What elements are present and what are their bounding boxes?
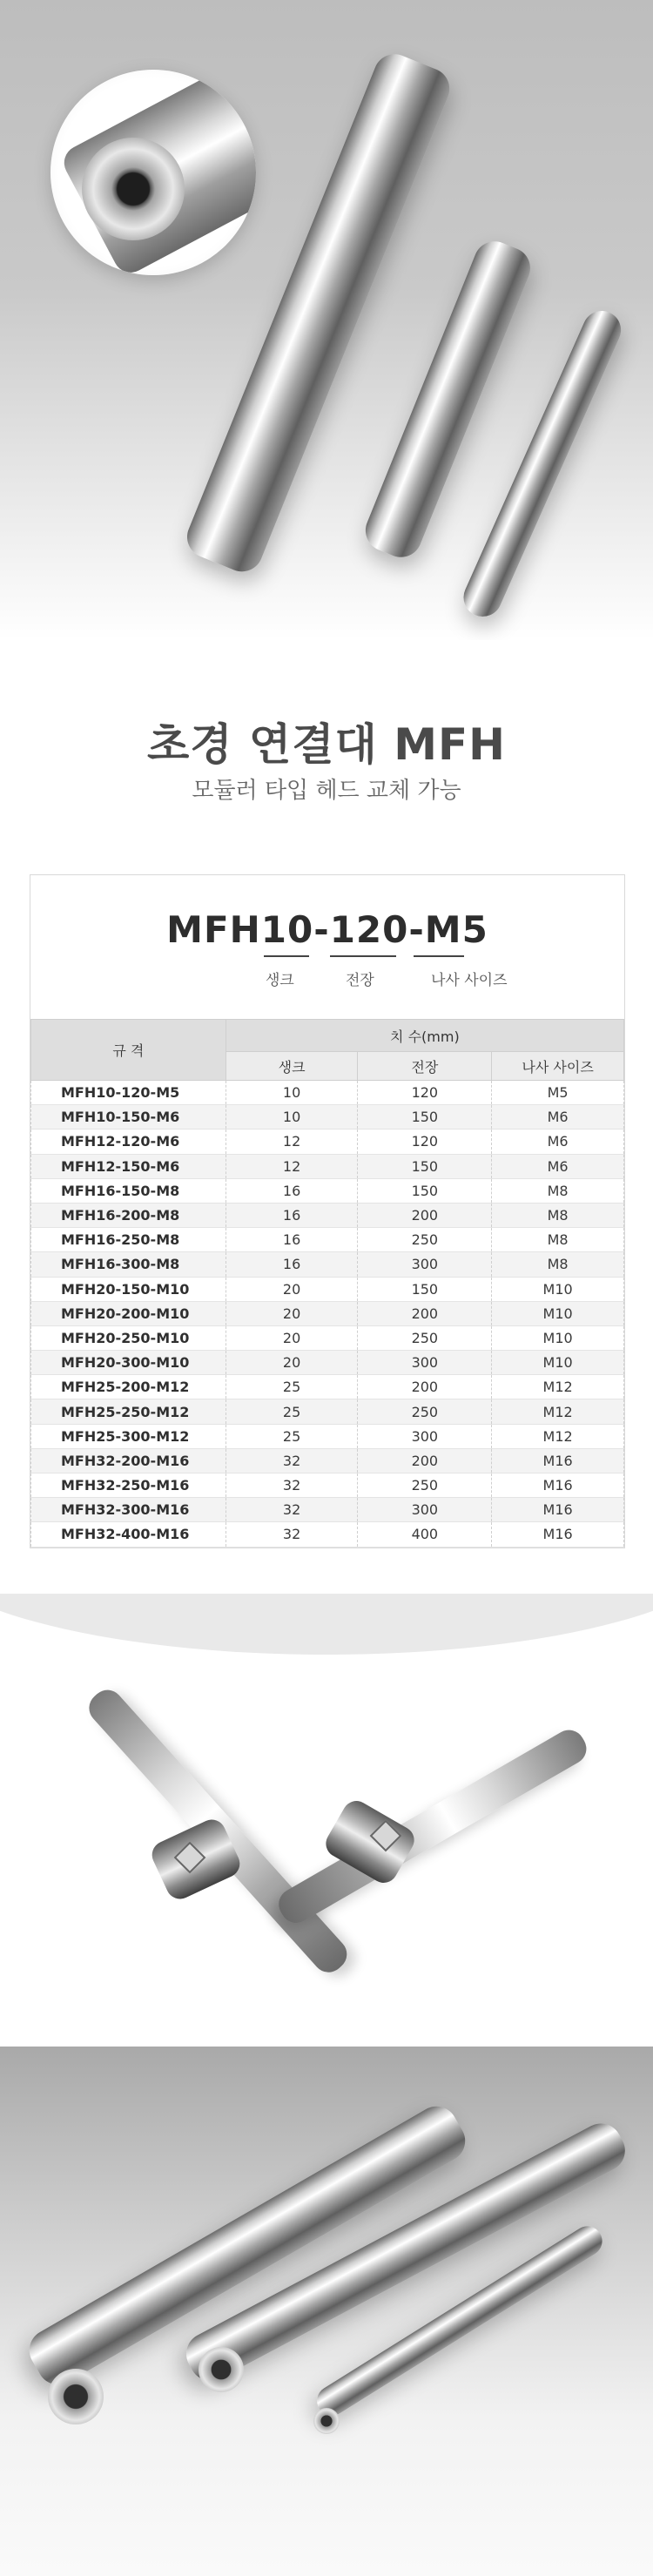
cell-thread: M10 — [492, 1277, 624, 1301]
cell-thread: M5 — [492, 1081, 624, 1105]
cell-thread: M10 — [492, 1351, 624, 1375]
cell-shank: 10 — [226, 1105, 358, 1130]
table-row — [31, 1375, 624, 1399]
cell-length: 250 — [358, 1228, 492, 1252]
spec-table-card — [30, 874, 625, 1548]
cell-model: MFH10-150-M6 — [31, 1105, 226, 1130]
cell-length: 120 — [358, 1081, 492, 1105]
cell-length: 250 — [358, 1325, 492, 1350]
cell-shank: 32 — [226, 1522, 358, 1547]
cell-shank: 32 — [226, 1448, 358, 1473]
cell-length: 150 — [358, 1277, 492, 1301]
cell-shank: 25 — [226, 1375, 358, 1399]
hero-product-photo — [0, 0, 653, 640]
cell-length: 150 — [358, 1154, 492, 1178]
cell-length: 400 — [358, 1522, 492, 1547]
cell-length: 300 — [358, 1424, 492, 1448]
cell-shank: 12 — [226, 1130, 358, 1154]
cell-thread: M10 — [492, 1325, 624, 1350]
cell-model: MFH20-250-M10 — [31, 1325, 226, 1350]
cell-length: 250 — [358, 1399, 492, 1424]
cell-thread: M6 — [492, 1154, 624, 1178]
tool-shank-2 — [273, 1724, 592, 1929]
cell-shank: 20 — [226, 1325, 358, 1350]
cell-thread: M12 — [492, 1399, 624, 1424]
rod-large-end — [48, 2369, 104, 2424]
shank-label: 생크 — [266, 972, 294, 989]
thread-underline — [414, 955, 464, 957]
header-dimensions: 치 수(mm) — [226, 1020, 623, 1052]
cell-length: 200 — [358, 1448, 492, 1473]
spec-table — [30, 1019, 624, 1548]
table-row — [31, 1473, 624, 1498]
table-row — [31, 1105, 624, 1130]
table-row — [31, 1522, 624, 1547]
header-spec: 규 격 — [31, 1020, 226, 1081]
cell-model: MFH32-200-M16 — [31, 1448, 226, 1473]
cell-thread: M16 — [492, 1473, 624, 1498]
cell-length: 120 — [358, 1130, 492, 1154]
thread-label: 나사 사이즈 — [431, 972, 508, 989]
cell-model: MFH16-250-M8 — [31, 1228, 226, 1252]
cell-model: MFH16-300-M8 — [31, 1252, 226, 1277]
spec-table-body — [31, 1081, 624, 1548]
cell-shank: 32 — [226, 1498, 358, 1522]
cell-model: MFH25-250-M12 — [31, 1399, 226, 1424]
cell-length: 250 — [358, 1473, 492, 1498]
cell-shank: 25 — [226, 1424, 358, 1448]
cell-shank: 32 — [226, 1473, 358, 1498]
cell-model: MFH10-120-M5 — [31, 1081, 226, 1105]
page-title: 초경 연결대 MFH — [146, 719, 507, 770]
cell-shank: 16 — [226, 1203, 358, 1227]
cell-model: MFH25-300-M12 — [31, 1424, 226, 1448]
header-length: 전장 — [358, 1052, 492, 1081]
cell-length: 150 — [358, 1105, 492, 1130]
table-row — [31, 1301, 624, 1325]
table-row — [31, 1228, 624, 1252]
cell-shank: 20 — [226, 1301, 358, 1325]
rod-small-end — [313, 2408, 340, 2434]
page-subtitle: 모듈러 타입 헤드 교체 가능 — [192, 778, 461, 804]
title-block — [0, 640, 653, 849]
code-thread: M5 — [424, 908, 488, 951]
table-row — [31, 1399, 624, 1424]
cell-length: 200 — [358, 1375, 492, 1399]
header-shank: 생크 — [226, 1052, 358, 1081]
table-row — [31, 1498, 624, 1522]
code-dash-2: - — [408, 908, 425, 951]
header-thread: 나사 사이즈 — [492, 1052, 624, 1081]
cell-model: MFH16-150-M8 — [31, 1178, 226, 1203]
table-row — [31, 1252, 624, 1277]
table-row — [31, 1130, 624, 1154]
cell-shank: 25 — [226, 1399, 358, 1424]
cell-thread: M6 — [492, 1130, 624, 1154]
bore-closeup-image — [50, 70, 256, 275]
table-row — [31, 1081, 624, 1105]
section-curve — [0, 1594, 653, 1655]
cell-length: 300 — [358, 1498, 492, 1522]
cell-shank: 12 — [226, 1154, 358, 1178]
cell-length: 150 — [358, 1178, 492, 1203]
cell-thread: M8 — [492, 1203, 624, 1227]
table-row — [31, 1448, 624, 1473]
cell-model: MFH32-400-M16 — [31, 1522, 226, 1547]
cell-thread: M8 — [492, 1178, 624, 1203]
rod-medium-end — [199, 2347, 244, 2392]
cell-thread: M12 — [492, 1375, 624, 1399]
cell-model: MFH20-300-M10 — [31, 1351, 226, 1375]
cell-thread: M16 — [492, 1448, 624, 1473]
cell-length: 300 — [358, 1351, 492, 1375]
shank-underline — [264, 955, 309, 957]
cell-shank: 16 — [226, 1178, 358, 1203]
table-row — [31, 1325, 624, 1350]
cell-model: MFH32-300-M16 — [31, 1498, 226, 1522]
cell-thread: M8 — [492, 1252, 624, 1277]
cell-length: 300 — [358, 1252, 492, 1277]
code-length: 120 — [329, 908, 409, 951]
cell-shank: 16 — [226, 1228, 358, 1252]
assembled-tool-photo — [0, 1594, 653, 2047]
cell-shank: 20 — [226, 1351, 358, 1375]
cell-model: MFH12-120-M6 — [31, 1130, 226, 1154]
length-underline — [330, 955, 396, 957]
three-rods-photo — [0, 2047, 653, 2576]
cell-length: 200 — [358, 1301, 492, 1325]
table-row — [31, 1277, 624, 1301]
cell-thread: M12 — [492, 1424, 624, 1448]
code-shank: 10 — [260, 908, 314, 951]
cell-model: MFH20-200-M10 — [31, 1301, 226, 1325]
cell-model: MFH20-150-M10 — [31, 1277, 226, 1301]
cell-thread: M8 — [492, 1228, 624, 1252]
cell-model: MFH12-150-M6 — [31, 1154, 226, 1178]
cell-model: MFH32-250-M16 — [31, 1473, 226, 1498]
cell-thread: M16 — [492, 1498, 624, 1522]
cell-thread: M10 — [492, 1301, 624, 1325]
cell-length: 200 — [358, 1203, 492, 1227]
cell-thread: M16 — [492, 1522, 624, 1547]
length-label: 전장 — [346, 972, 374, 989]
cell-thread: M6 — [492, 1105, 624, 1130]
cell-shank: 20 — [226, 1277, 358, 1301]
cell-model: MFH16-200-M8 — [31, 1203, 226, 1227]
table-row — [31, 1424, 624, 1448]
cell-model: MFH25-200-M12 — [31, 1375, 226, 1399]
table-row — [31, 1178, 624, 1203]
code-prefix: MFH — [166, 908, 261, 951]
table-row — [31, 1351, 624, 1375]
cell-shank: 10 — [226, 1081, 358, 1105]
table-row — [31, 1203, 624, 1227]
table-row — [31, 1154, 624, 1178]
cell-shank: 16 — [226, 1252, 358, 1277]
code-dash-1: - — [313, 908, 330, 951]
model-code-example — [30, 908, 624, 951]
